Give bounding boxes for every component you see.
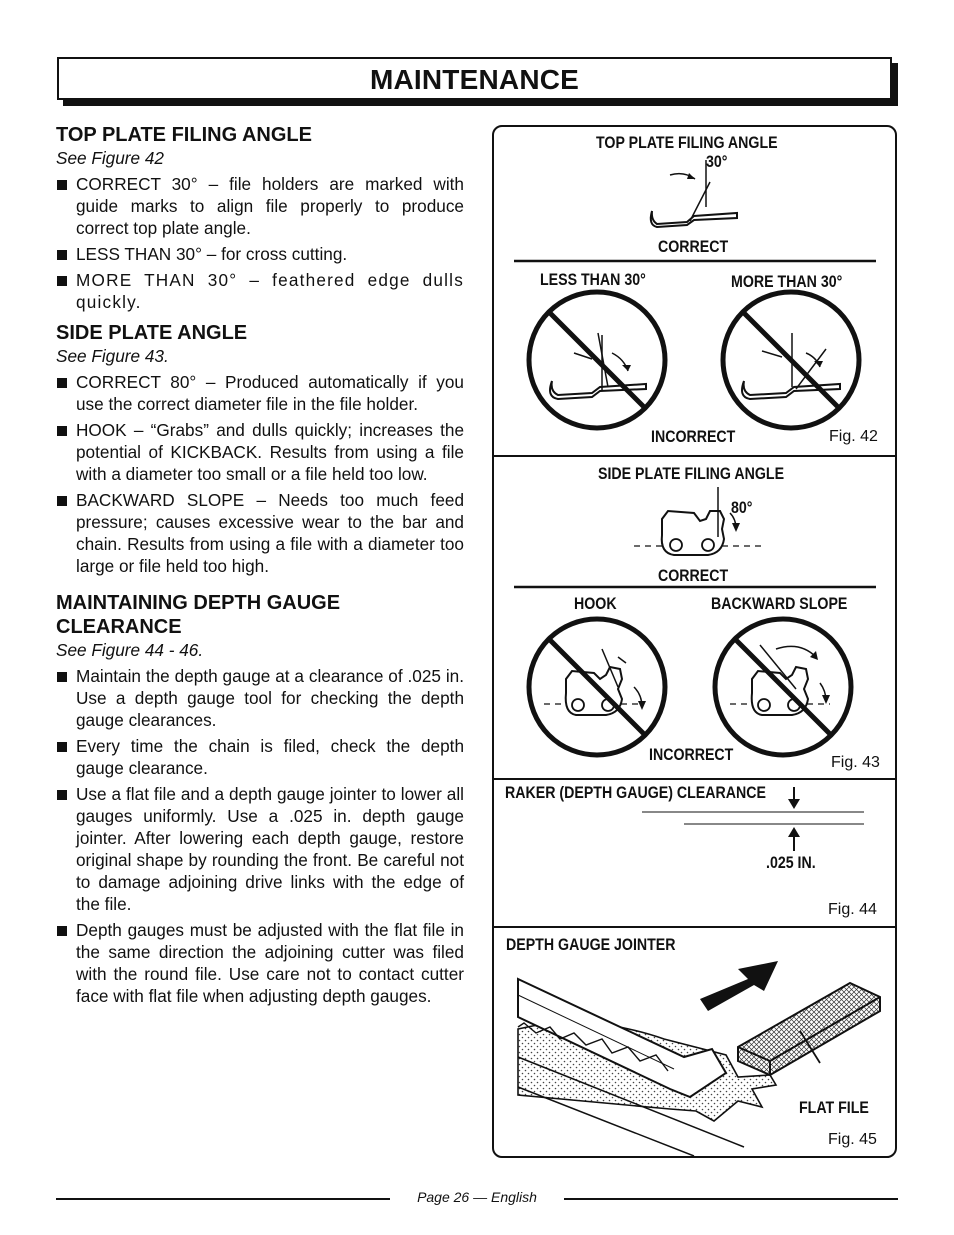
bullet-item: LESS THAN 30° – for cross cutting. [56, 243, 464, 265]
fig44-caption: Fig. 44 [828, 901, 877, 918]
figures-panel [492, 125, 897, 1158]
fig42-correct-label: CORRECT [658, 238, 729, 256]
bullet-item: Use a flat file and a depth gauge jointer to lower all gauges uniformly. Use a .025 in. depth gauge jointer. After lowering each depth gauge, restore original shape by rounding the front. Be careful not to damage adjoining drive links with the edge of the file. [56, 783, 464, 915]
bullet-item: MORE THAN 30° – feathered edge dulls quickly. [56, 269, 464, 313]
figure-reference: See Figure 43. [56, 346, 169, 366]
backward-slope-drawing [715, 619, 851, 755]
section-heading: MAINTAINING DEPTH GAUGE CLEARANCE [56, 592, 341, 638]
bullet-item: BACKWARD SLOPE – Needs too much feed pressure; causes excessive wear to the bar and chain. Results from using a file with a diameter too large or file held too high. [56, 489, 464, 577]
fig44-title: RAKER (DEPTH GAUGE) CLEARANCE [505, 784, 766, 802]
footer-rule [564, 1198, 898, 1200]
fig43-hook-label: HOOK [574, 595, 617, 613]
less-than-30-drawing [529, 292, 665, 428]
bullet-item: Every time the chain is filed, check the depth gauge clearance. [56, 735, 464, 779]
fig42-less-label: LESS THAN 30° [540, 271, 646, 289]
figure-divider [494, 926, 895, 928]
bullet-item: HOOK – “Grabs” and dulls quickly; increases the potential of KICKBACK. Results from using a file with a diameter too small or a file held too low. [56, 419, 464, 485]
fig42-angle: 30° [706, 153, 728, 171]
section-top-plate [56, 123, 464, 313]
section-side-plate [56, 321, 464, 577]
fig44-value: .025 IN. [766, 854, 816, 872]
figure-reference: See Figure 44 - 46. [56, 640, 204, 660]
section-banner [57, 57, 892, 100]
hook-drawing [529, 619, 665, 755]
fig42-incorrect-label: INCORRECT [651, 428, 736, 446]
more-than-30-drawing [723, 292, 859, 428]
fig43-title: SIDE PLATE FILING ANGLE [598, 465, 785, 483]
fig42-more-label: MORE THAN 30° [731, 273, 843, 291]
section-heading: TOP PLATE FILING ANGLE [56, 124, 312, 146]
figure-divider [494, 455, 895, 457]
depth-gauge-jointer-drawing [518, 961, 880, 1156]
instructions-column [56, 123, 464, 1011]
fig42-title: TOP PLATE FILING ANGLE [596, 134, 778, 152]
bullet-item: CORRECT 30° – file holders are marked with guide marks to align file properly to produce correct top plate angle. [56, 173, 464, 239]
page-number: Page 26 — English [417, 1189, 537, 1205]
fig43-correct-label: CORRECT [658, 567, 729, 585]
figure-reference: See Figure 42 [56, 148, 164, 168]
bullet-item: Maintain the depth gauge at a clearance of .025 in. Use a depth gauge tool for checking the depth gauge clearances. [56, 665, 464, 731]
section-depth-gauge [56, 591, 464, 1007]
section-heading: SIDE PLATE ANGLE [56, 322, 248, 344]
side-plate-correct-drawing [634, 487, 762, 555]
bullet-item: CORRECT 80° – Produced automatically if you use the correct diameter file in the file holder. [56, 371, 464, 415]
figure-divider [494, 778, 895, 780]
fig43-incorrect-label: INCORRECT [649, 746, 734, 764]
direction-arrow-icon [700, 961, 778, 1011]
fig42-caption: Fig. 42 [829, 428, 878, 445]
page-title: MAINTENANCE [369, 64, 580, 95]
fig45-flat-file-label: FLAT FILE [799, 1099, 869, 1117]
page-footer [0, 1189, 954, 1209]
fig43-caption: Fig. 43 [831, 754, 880, 771]
fig45-caption: Fig. 45 [828, 1131, 877, 1148]
fig45-title: DEPTH GAUGE JOINTER [506, 936, 676, 954]
fig43-angle: 80° [731, 499, 753, 517]
bullet-item: Depth gauges must be adjusted with the flat file in the same direction the adjoining cutter was filed with the round file. Use care not to contact cutter face with flat file when adjusting depth gauges. [56, 919, 464, 1007]
fig43-backward-label: BACKWARD SLOPE [711, 595, 848, 613]
